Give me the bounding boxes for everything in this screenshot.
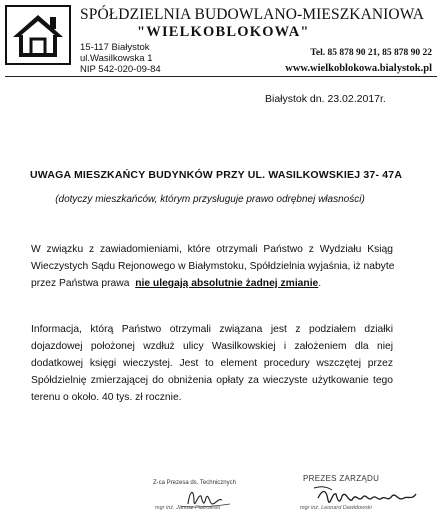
address-postal: 15-117 Białystok	[80, 42, 150, 53]
paragraph-2-line: Informacja, którą Państwo otrzymali związana jest z podziałem działki	[31, 324, 393, 335]
organization-name: SPÓŁDZIELNIA BUDOWLANO-MIESZKANIOWA	[80, 6, 425, 23]
address-street: ul.Wasilkowska 1	[80, 53, 153, 64]
emphasis-no-change: nie ulegają absolutnie żadnej zmianie	[135, 278, 319, 289]
paragraph-2-line: dojazdowej położonej wzdłuż ulicy Wasilkowskiej i założeniem dla niej	[31, 341, 393, 352]
signature-left-title: Z-ca Prezesa ds. Technicznych	[153, 480, 236, 486]
signature-right-title: PREZES ZARZĄDU	[303, 474, 380, 483]
website-link[interactable]: www.wielkoblokowa.bialystok.pl	[285, 63, 432, 74]
paragraph-2	[31, 321, 393, 406]
notice-headline: UWAGA MIESZKAŃCY BUDYNKÓW PRZY UL. WASILKOWSKIEJ 37- 47A	[30, 169, 403, 181]
paragraph-1-line: Wieczystych Sądu Rejonowego w Białymstoku, Spółdzielnia wyjaśnia, iż nabyte	[31, 261, 395, 272]
paragraph-1-prefix: przez Państwa prawa	[31, 278, 130, 289]
paragraph-2-line: dodatkowej księgi wieczystej. Jest to element procedury wszczętej przez	[31, 358, 393, 369]
signature-left-name: mgr inż. Janusz Piotrowski	[155, 505, 221, 511]
place-and-date: Białystok dn. 23.02.2017r.	[265, 93, 386, 105]
paragraph-2-line: Spółdzielnię zmierzającej do obniżenia opłaty za wieczyste użytkowanie tego	[31, 375, 393, 386]
organization-name-quoted: "WIELKOBLOKOWA"	[137, 24, 310, 40]
paragraph-1	[31, 241, 393, 292]
paragraph-1-suffix: .	[318, 278, 322, 289]
paragraph-2-line: terenu o około. 40 tys. zł rocznie.	[31, 392, 182, 403]
paragraph-1-line: W związku z zawiadomieniami, które otrzymali Państwo z Wydziału Ksiąg	[31, 244, 393, 255]
phone-numbers: Tel. 85 878 90 21, 85 878 90 22	[310, 48, 432, 58]
header-divider	[5, 76, 437, 77]
signature-right-name: mgr inż. Leonard Dawidowski	[300, 505, 372, 511]
paragraph-1-line	[31, 275, 393, 292]
notice-subline: (dotyczy mieszkańców, którym przysługuje prawo odrębnej własności)	[55, 194, 365, 205]
tax-id: NIP 542-020-09-84	[80, 64, 161, 75]
house-logo-icon	[5, 5, 71, 65]
